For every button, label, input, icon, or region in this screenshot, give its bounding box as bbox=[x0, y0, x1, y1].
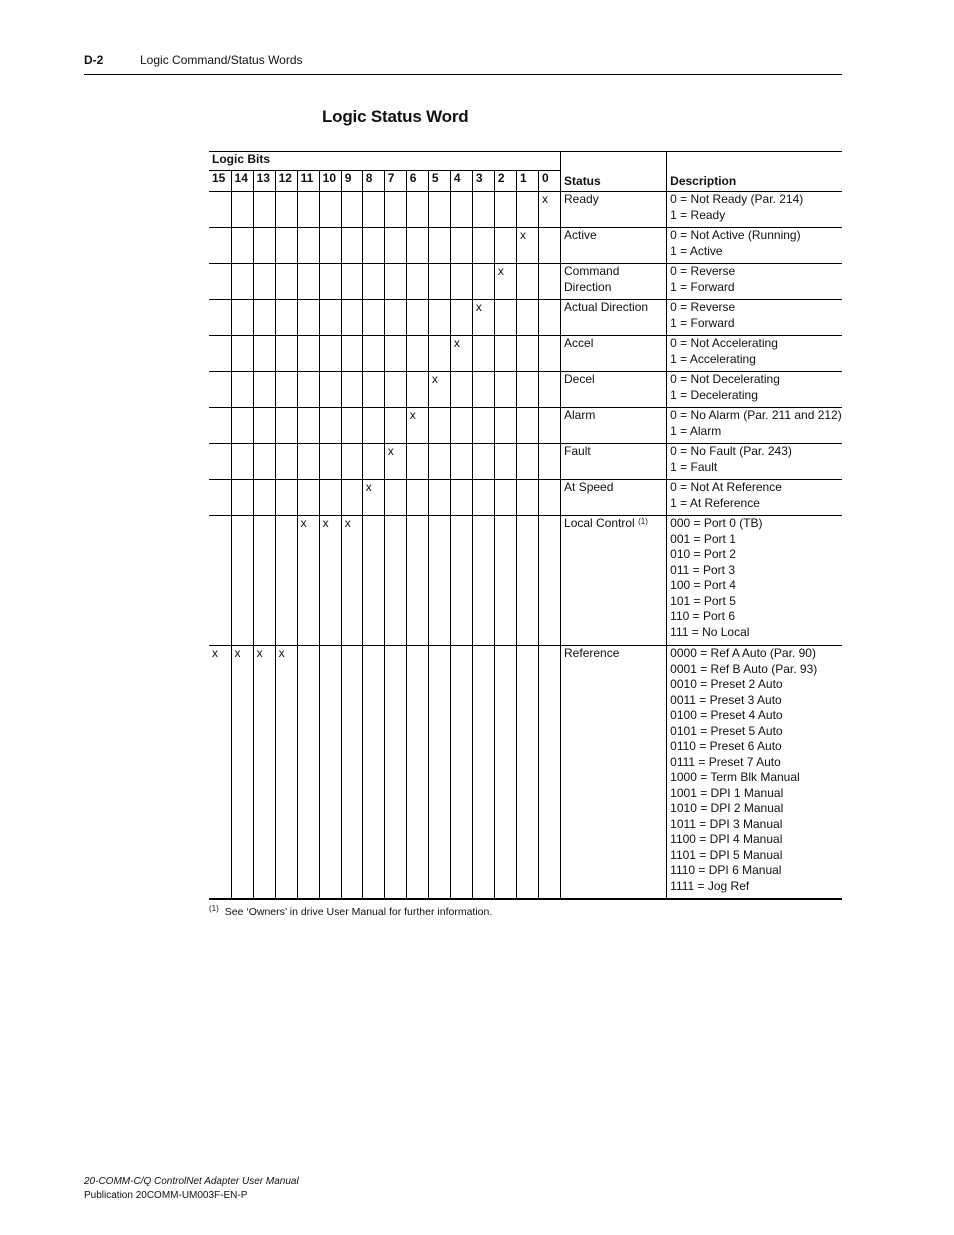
bit-cell bbox=[428, 192, 450, 228]
description-line: 011 = Port 3 bbox=[670, 562, 735, 577]
description-line: 0011 = Preset 3 Auto bbox=[670, 692, 782, 707]
bit-cell bbox=[494, 228, 516, 264]
bit-cell bbox=[275, 264, 297, 300]
bit-cell bbox=[253, 516, 275, 646]
bit-cell bbox=[472, 408, 494, 444]
description-line: 0 = Not At Reference bbox=[670, 480, 782, 494]
bit-cell bbox=[253, 264, 275, 300]
bit-cell bbox=[275, 192, 297, 228]
bit-cell bbox=[428, 228, 450, 264]
bit-cell bbox=[341, 480, 362, 516]
bit-cell bbox=[428, 516, 450, 646]
logic-bits-header: Logic Bits bbox=[209, 152, 561, 171]
description-cell bbox=[667, 336, 842, 372]
bit-cell bbox=[516, 192, 538, 228]
bit-cell bbox=[450, 300, 472, 336]
description-line: 0010 = Preset 2 Auto bbox=[670, 677, 783, 691]
bit-cell bbox=[341, 372, 362, 408]
bit-cell bbox=[297, 192, 319, 228]
status-label: Active bbox=[564, 228, 597, 242]
bit-cell bbox=[362, 300, 384, 336]
bit-cell: x bbox=[428, 372, 450, 408]
bit-cell bbox=[538, 408, 560, 444]
bit-cell bbox=[362, 336, 384, 372]
bit-cell bbox=[384, 408, 406, 444]
bit-cell bbox=[494, 444, 516, 480]
bit-cell bbox=[538, 336, 560, 372]
description-line: 1 = Active bbox=[670, 243, 723, 258]
status-label: Alarm bbox=[564, 408, 596, 422]
bit-cell bbox=[450, 192, 472, 228]
bit-cell bbox=[297, 480, 319, 516]
status-cell bbox=[561, 228, 667, 264]
bit-cell: x bbox=[516, 228, 538, 264]
bit-cell bbox=[406, 444, 428, 480]
bit-cell bbox=[341, 444, 362, 480]
bit-cell bbox=[384, 516, 406, 646]
description-line: 1 = Fault bbox=[670, 459, 718, 474]
bit-cell bbox=[319, 646, 341, 899]
bit-cell bbox=[319, 264, 341, 300]
bit-cell bbox=[362, 408, 384, 444]
status-cell bbox=[561, 336, 667, 372]
bit-cell bbox=[494, 480, 516, 516]
bit-cell bbox=[428, 336, 450, 372]
bit-cell bbox=[341, 192, 362, 228]
status-label: Command Direction bbox=[564, 264, 620, 294]
bit-header: 0 bbox=[538, 171, 560, 192]
bit-cell: x bbox=[362, 480, 384, 516]
bit-cell bbox=[362, 372, 384, 408]
bit-header: 10 bbox=[319, 171, 341, 192]
bit-header: 4 bbox=[450, 171, 472, 192]
description-column-header: Description bbox=[667, 152, 842, 192]
status-label: Reference bbox=[564, 646, 620, 660]
bit-cell bbox=[516, 336, 538, 372]
bit-cell bbox=[516, 300, 538, 336]
footnote-text: See ‘Owners’ in drive User Manual for further information. bbox=[224, 906, 493, 918]
bit-cell bbox=[384, 480, 406, 516]
description-line: 100 = Port 4 bbox=[670, 578, 736, 592]
bit-cell bbox=[538, 372, 560, 408]
bit-cell bbox=[362, 444, 384, 480]
description-line: 0 = Reverse bbox=[670, 264, 736, 278]
bit-cell bbox=[275, 516, 297, 646]
bit-cell bbox=[209, 516, 231, 646]
bit-cell bbox=[450, 444, 472, 480]
bit-cell bbox=[450, 480, 472, 516]
bit-cell: x bbox=[275, 646, 297, 899]
status-cell bbox=[561, 408, 667, 444]
status-cell bbox=[561, 646, 667, 899]
status-label: Fault bbox=[564, 444, 591, 458]
description-cell bbox=[667, 408, 842, 444]
description-line: 0 = Reverse bbox=[670, 300, 736, 314]
table-row bbox=[209, 646, 842, 899]
bit-cell bbox=[450, 264, 472, 300]
bit-header: 1 bbox=[516, 171, 538, 192]
bit-cell bbox=[406, 228, 428, 264]
status-label: Local Control bbox=[564, 516, 635, 530]
description-line: 1 = Forward bbox=[670, 279, 735, 294]
description-cell bbox=[667, 264, 842, 300]
table-row bbox=[209, 444, 842, 480]
table-row bbox=[209, 264, 842, 300]
status-label: Accel bbox=[564, 336, 594, 350]
bit-cell bbox=[406, 480, 428, 516]
description-line: 1 = Alarm bbox=[670, 423, 722, 438]
bit-cell bbox=[297, 336, 319, 372]
bit-cell bbox=[428, 408, 450, 444]
bit-cell bbox=[406, 300, 428, 336]
bit-cell bbox=[319, 336, 341, 372]
description-line: 001 = Port 1 bbox=[670, 531, 736, 546]
table-row bbox=[209, 336, 842, 372]
bit-cell bbox=[472, 336, 494, 372]
bit-cell bbox=[384, 300, 406, 336]
bit-cell bbox=[428, 300, 450, 336]
bit-cell bbox=[538, 264, 560, 300]
status-cell bbox=[561, 516, 667, 646]
bit-cell bbox=[341, 336, 362, 372]
bit-cell bbox=[472, 264, 494, 300]
footnote-reference: (1) bbox=[638, 517, 648, 526]
description-line: 0 = No Fault (Par. 243) bbox=[670, 444, 792, 458]
description-line: 000 = Port 0 (TB) bbox=[670, 516, 763, 530]
bit-cell bbox=[275, 408, 297, 444]
bit-cell: x bbox=[341, 516, 362, 646]
bit-cell bbox=[428, 444, 450, 480]
bit-cell bbox=[472, 444, 494, 480]
description-line: 0 = Not Ready (Par. 214) bbox=[670, 192, 804, 206]
page-heading: Logic Status Word bbox=[322, 107, 469, 126]
description-line: 1100 = DPI 4 Manual bbox=[670, 832, 783, 846]
bit-cell bbox=[209, 300, 231, 336]
bit-cell bbox=[384, 336, 406, 372]
bit-cell: x bbox=[231, 646, 253, 899]
bit-cell bbox=[231, 228, 253, 264]
bit-cell bbox=[516, 444, 538, 480]
bit-cell bbox=[253, 300, 275, 336]
table-row bbox=[209, 300, 842, 336]
table-row bbox=[209, 372, 842, 408]
bit-cell bbox=[516, 516, 538, 646]
bit-cell: x bbox=[406, 408, 428, 444]
bit-cell bbox=[297, 228, 319, 264]
description-cell bbox=[667, 300, 842, 336]
bit-cell bbox=[494, 336, 516, 372]
description-cell bbox=[667, 516, 842, 646]
bit-cell bbox=[494, 300, 516, 336]
table-row bbox=[209, 516, 842, 646]
bit-cell: x bbox=[472, 300, 494, 336]
bit-cell bbox=[209, 228, 231, 264]
description-line: 1 = At Reference bbox=[670, 495, 760, 510]
table-row bbox=[209, 480, 842, 516]
description-line: 0100 = Preset 4 Auto bbox=[670, 708, 783, 722]
description-line: 1 = Forward bbox=[670, 315, 735, 330]
bit-cell bbox=[319, 300, 341, 336]
bit-cell bbox=[231, 336, 253, 372]
bit-cell bbox=[319, 444, 341, 480]
bit-cell bbox=[209, 264, 231, 300]
bit-cell bbox=[231, 444, 253, 480]
bit-cell bbox=[319, 480, 341, 516]
status-column-header: Status bbox=[561, 152, 667, 192]
bit-cell bbox=[450, 646, 472, 899]
description-line: 0101 = Preset 5 Auto bbox=[670, 723, 783, 738]
bit-cell bbox=[494, 646, 516, 899]
description-line: 0111 = Preset 7 Auto bbox=[670, 754, 781, 769]
bit-cell: x bbox=[319, 516, 341, 646]
bit-header: 11 bbox=[297, 171, 319, 192]
bit-cell bbox=[494, 516, 516, 646]
bit-cell: x bbox=[253, 646, 275, 899]
bit-cell bbox=[297, 408, 319, 444]
bit-cell bbox=[253, 336, 275, 372]
bit-cell bbox=[231, 264, 253, 300]
footnote bbox=[209, 906, 492, 918]
bit-cell bbox=[384, 228, 406, 264]
bit-cell bbox=[406, 336, 428, 372]
bit-header: 7 bbox=[384, 171, 406, 192]
status-label: At Speed bbox=[564, 480, 614, 494]
bit-cell bbox=[275, 444, 297, 480]
bit-cell bbox=[341, 300, 362, 336]
description-cell bbox=[667, 372, 842, 408]
bit-cell bbox=[406, 264, 428, 300]
bit-header: 5 bbox=[428, 171, 450, 192]
bit-cell bbox=[384, 646, 406, 899]
bit-cell bbox=[472, 480, 494, 516]
bit-cell bbox=[275, 300, 297, 336]
bit-cell bbox=[275, 336, 297, 372]
status-label: Decel bbox=[564, 372, 595, 386]
bit-cell bbox=[231, 300, 253, 336]
bit-cell bbox=[341, 228, 362, 264]
description-line: 0000 = Ref A Auto (Par. 90) bbox=[670, 646, 816, 660]
description-line: 110 = Port 6 bbox=[670, 609, 735, 623]
bit-cell: x bbox=[494, 264, 516, 300]
status-cell bbox=[561, 300, 667, 336]
bit-cell bbox=[253, 444, 275, 480]
description-line: 1111 = Jog Ref bbox=[670, 878, 750, 893]
status-cell bbox=[561, 372, 667, 408]
description-line: 1 = Ready bbox=[670, 207, 726, 222]
bit-cell bbox=[341, 408, 362, 444]
bit-cell bbox=[209, 480, 231, 516]
page-footer bbox=[84, 1175, 299, 1202]
bit-cell bbox=[341, 646, 362, 899]
description-line: 0 = Not Active (Running) bbox=[670, 228, 801, 242]
bit-cell bbox=[516, 480, 538, 516]
status-label: Actual Direction bbox=[564, 300, 649, 314]
description-line: 1011 = DPI 3 Manual bbox=[670, 816, 783, 831]
table-row bbox=[209, 192, 842, 228]
bit-cell bbox=[384, 192, 406, 228]
bit-cell bbox=[538, 444, 560, 480]
page-header bbox=[84, 52, 842, 75]
bit-cell bbox=[231, 192, 253, 228]
bit-cell bbox=[362, 228, 384, 264]
bit-cell bbox=[253, 408, 275, 444]
bit-cell bbox=[297, 444, 319, 480]
description-line: 010 = Port 2 bbox=[670, 547, 736, 561]
bit-cell bbox=[450, 516, 472, 646]
section-title: Logic Command/Status Words bbox=[140, 53, 303, 67]
bit-cell bbox=[450, 372, 472, 408]
table-row bbox=[209, 228, 842, 264]
bit-cell bbox=[362, 192, 384, 228]
bit-cell bbox=[472, 516, 494, 646]
bit-cell bbox=[275, 228, 297, 264]
description-line: 111 = No Local bbox=[670, 624, 750, 639]
description-line: 0001 = Ref B Auto (Par. 93) bbox=[670, 661, 818, 676]
bit-cell bbox=[494, 408, 516, 444]
bit-cell bbox=[406, 516, 428, 646]
bit-cell bbox=[209, 336, 231, 372]
bit-cell bbox=[297, 264, 319, 300]
manual-title: 20-COMM-C/Q ControlNet Adapter User Manual bbox=[84, 1176, 299, 1187]
status-cell bbox=[561, 444, 667, 480]
description-cell bbox=[667, 228, 842, 264]
bit-cell bbox=[253, 192, 275, 228]
bit-cell: x bbox=[297, 516, 319, 646]
bit-cell bbox=[253, 228, 275, 264]
bit-cell bbox=[472, 646, 494, 899]
bit-cell bbox=[450, 408, 472, 444]
bit-cell bbox=[209, 192, 231, 228]
bit-cell bbox=[538, 516, 560, 646]
bit-cell: x bbox=[209, 646, 231, 899]
description-cell bbox=[667, 646, 842, 899]
bit-cell bbox=[384, 372, 406, 408]
bit-cell bbox=[231, 516, 253, 646]
bit-cell bbox=[538, 228, 560, 264]
bit-cell bbox=[297, 372, 319, 408]
description-line: 1010 = DPI 2 Manual bbox=[670, 801, 784, 815]
bit-cell bbox=[362, 516, 384, 646]
bit-cell bbox=[231, 372, 253, 408]
bit-cell bbox=[319, 372, 341, 408]
bit-cell bbox=[362, 264, 384, 300]
bit-header: 9 bbox=[341, 171, 362, 192]
logic-status-table bbox=[209, 151, 842, 900]
bit-cell bbox=[538, 300, 560, 336]
bit-cell bbox=[231, 480, 253, 516]
bit-cell bbox=[362, 646, 384, 899]
bit-cell bbox=[472, 192, 494, 228]
bit-cell bbox=[231, 408, 253, 444]
bit-cell bbox=[275, 372, 297, 408]
description-line: 1 = Accelerating bbox=[670, 351, 756, 366]
status-cell bbox=[561, 192, 667, 228]
bit-cell: x bbox=[538, 192, 560, 228]
bit-cell bbox=[428, 264, 450, 300]
description-line: 0 = No Alarm (Par. 211 and 212) bbox=[670, 408, 842, 422]
description-cell bbox=[667, 192, 842, 228]
bit-header: 8 bbox=[362, 171, 384, 192]
bit-cell bbox=[209, 408, 231, 444]
bit-cell bbox=[516, 264, 538, 300]
description-line: 0 = Not Accelerating bbox=[670, 336, 778, 350]
bit-cell bbox=[406, 372, 428, 408]
bit-cell bbox=[428, 646, 450, 899]
description-line: 1110 = DPI 6 Manual bbox=[670, 863, 782, 877]
bit-header: 2 bbox=[494, 171, 516, 192]
footnote-marker: (1) bbox=[209, 904, 219, 913]
bit-cell bbox=[516, 408, 538, 444]
bit-cell bbox=[209, 372, 231, 408]
bit-cell bbox=[297, 646, 319, 899]
bit-cell bbox=[297, 300, 319, 336]
description-cell bbox=[667, 480, 842, 516]
description-line: 1101 = DPI 5 Manual bbox=[670, 847, 783, 862]
bit-cell bbox=[253, 372, 275, 408]
bit-cell: x bbox=[384, 444, 406, 480]
description-line: 1000 = Term Blk Manual bbox=[670, 770, 800, 784]
bit-cell bbox=[253, 480, 275, 516]
bit-cell bbox=[384, 264, 406, 300]
bit-cell bbox=[341, 264, 362, 300]
bit-cell bbox=[319, 192, 341, 228]
publication-number: Publication 20COMM-UM003F-EN-P bbox=[84, 1189, 248, 1201]
bit-cell bbox=[472, 372, 494, 408]
bit-cell: x bbox=[450, 336, 472, 372]
bit-cell bbox=[538, 480, 560, 516]
bit-cell bbox=[319, 408, 341, 444]
bit-cell bbox=[538, 646, 560, 899]
bit-cell bbox=[209, 444, 231, 480]
description-line: 1001 = DPI 1 Manual bbox=[670, 785, 784, 800]
status-cell bbox=[561, 264, 667, 300]
description-cell bbox=[667, 444, 842, 480]
bit-header: 3 bbox=[472, 171, 494, 192]
bit-cell bbox=[494, 192, 516, 228]
bit-header: 6 bbox=[406, 171, 428, 192]
bit-header: 14 bbox=[231, 171, 253, 192]
bit-cell bbox=[450, 228, 472, 264]
status-cell bbox=[561, 480, 667, 516]
table-row bbox=[209, 408, 842, 444]
description-line: 0 = Not Decelerating bbox=[670, 372, 780, 386]
bit-cell bbox=[406, 646, 428, 899]
bit-cell bbox=[406, 192, 428, 228]
bit-header: 12 bbox=[275, 171, 297, 192]
description-line: 0110 = Preset 6 Auto bbox=[670, 739, 782, 753]
bit-header: 15 bbox=[209, 171, 231, 192]
bit-cell bbox=[472, 228, 494, 264]
description-line: 101 = Port 5 bbox=[670, 593, 736, 608]
bit-cell bbox=[428, 480, 450, 516]
bit-cell bbox=[494, 372, 516, 408]
description-line: 1 = Decelerating bbox=[670, 387, 758, 402]
bit-cell bbox=[516, 646, 538, 899]
page-number: D-2 bbox=[84, 53, 104, 67]
status-label: Ready bbox=[564, 192, 599, 206]
bit-header: 13 bbox=[253, 171, 275, 192]
bit-cell bbox=[516, 372, 538, 408]
bit-cell bbox=[319, 228, 341, 264]
bit-cell bbox=[275, 480, 297, 516]
